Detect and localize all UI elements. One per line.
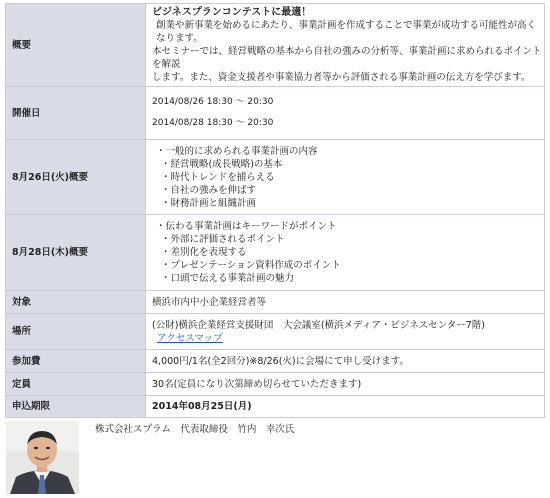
table-row xyxy=(6,350,545,373)
target-value: 横浜市内中小企業経営者等 xyxy=(146,291,545,314)
agenda-item: ・差別化を表現する xyxy=(161,247,247,258)
dates-cell xyxy=(146,87,545,140)
aug26-cell xyxy=(146,140,545,215)
agenda-item: ・財務計画と組織計画 xyxy=(161,197,257,209)
row-label-aug26: 8月26日(火)概要 xyxy=(6,140,146,215)
agenda-item: ・伝わる事業計画はキーワードがポイント xyxy=(156,221,337,232)
aug28-cell xyxy=(146,215,545,291)
table-row xyxy=(6,314,545,350)
fee-value: 4,000円/1名(全2回分)※8/26(火)に会場にて申し受けます。 xyxy=(146,350,545,373)
table-row xyxy=(6,4,545,87)
speaker-photo xyxy=(6,421,79,494)
table-row xyxy=(6,396,545,418)
agenda-item: ・外部に評価されるポイント xyxy=(161,234,285,245)
date-item: 2014/08/28 18:30 〜 20:30 xyxy=(152,118,274,128)
overview-cell xyxy=(146,4,545,87)
row-label-overview: 概要 xyxy=(6,4,146,87)
row-label-capacity: 定員 xyxy=(6,373,146,396)
overview-line: 本セミナーでは、経営戦略の基本から自社の強みの分析等、事業計画に求められるポイントを解説 xyxy=(152,46,542,70)
table-row xyxy=(6,291,545,314)
date-item: 2014/08/26 18:30 〜 20:30 xyxy=(152,97,274,107)
table-row xyxy=(6,87,545,140)
agenda-item: ・口頭で伝える事業計画の魅力 xyxy=(161,273,295,284)
row-label-venue: 場所 xyxy=(6,314,146,350)
venue-value: (公財)横浜企業経営支援財団 大会議室(横浜メディア・ビジネスセンター7階) xyxy=(152,319,485,331)
row-label-aug28: 8月28日(木)概要 xyxy=(6,215,146,291)
overview-line: 創業や新事業を始めるにあたり、事業計画を作成することで事業が成功する可能性が高くなります。 xyxy=(156,20,537,44)
venue-cell xyxy=(146,314,545,350)
row-label-deadline: 申込期限 xyxy=(6,396,146,418)
capacity-value: 30名(定員になり次第締め切らせていただきます) xyxy=(146,373,545,396)
table-row xyxy=(6,215,545,291)
agenda-item: ・プレゼンテーション資料作成のポイント xyxy=(161,260,341,271)
overview-headline: ビジネスプランコンテストに最適！ xyxy=(152,7,312,18)
agenda-item: ・経営戦略(成長戦略)の基本 xyxy=(161,158,283,170)
deadline-value: 2014年08月25日(月) xyxy=(146,396,545,418)
seminar-info-table xyxy=(5,3,545,418)
speaker-profile xyxy=(5,419,545,495)
row-label-target: 対象 xyxy=(6,291,146,314)
table-row xyxy=(6,373,545,396)
agenda-item: ・一般的に求められる事業計画の内容 xyxy=(156,145,318,157)
row-label-dates: 開催日 xyxy=(6,87,146,140)
table-row xyxy=(6,140,545,215)
row-label-fee: 参加費 xyxy=(6,350,146,373)
speaker-caption: 株式会社スプラム 代表取締役 竹内 幸次氏 xyxy=(95,424,295,435)
agenda-item: ・時代トレンドを捕らえる xyxy=(161,171,275,183)
access-map-link[interactable]: アクセスマップ xyxy=(157,332,223,344)
agenda-item: ・自社の強みを伸ばす xyxy=(161,184,257,196)
overview-line: します。また、資金支援者や事業協力者等から評価される事業計画の伝え方を学びます。 xyxy=(152,72,531,83)
